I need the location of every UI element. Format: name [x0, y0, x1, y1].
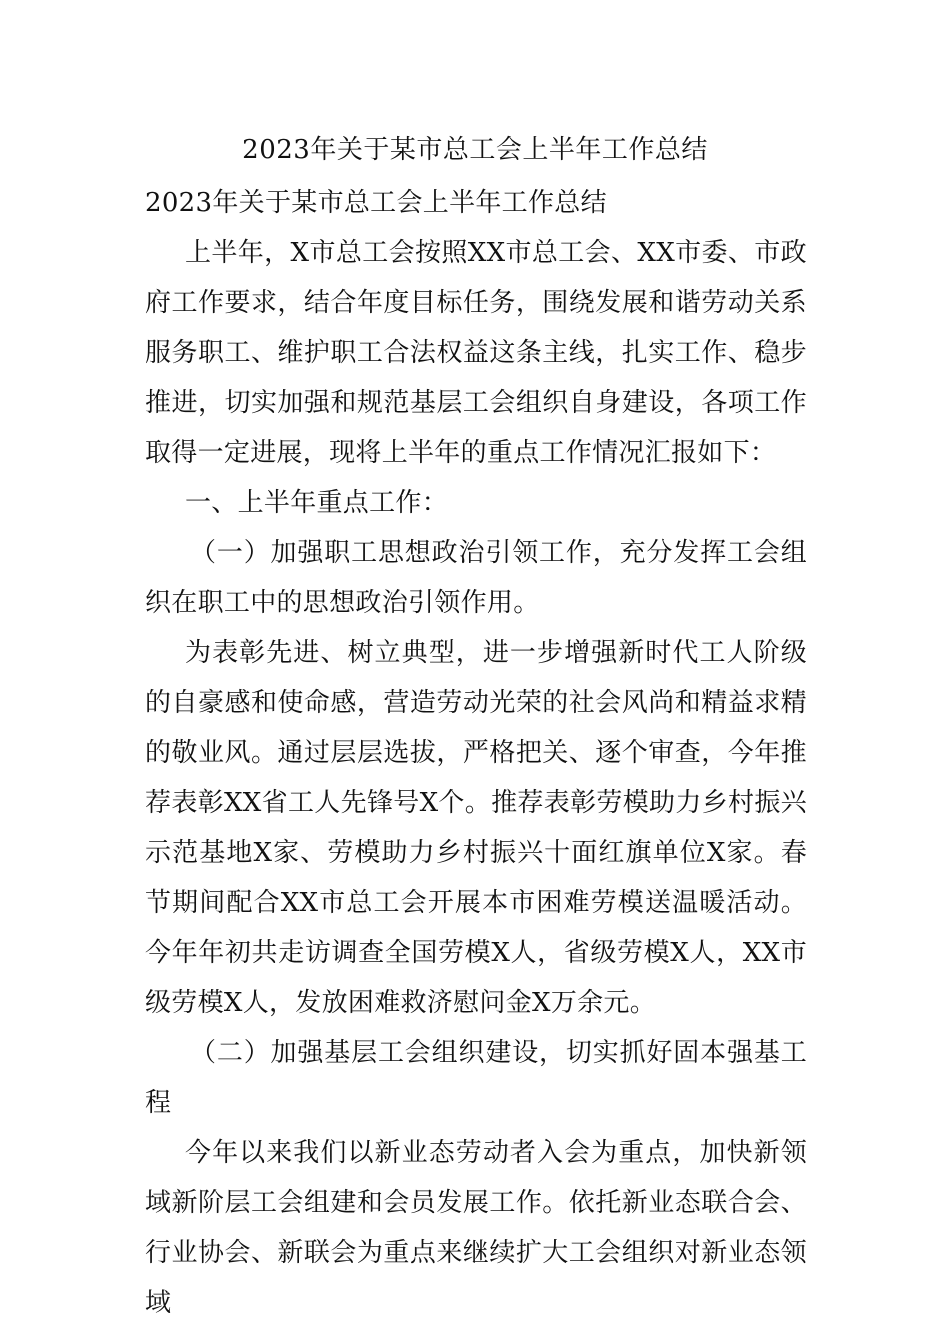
body-paragraph-1: 为表彰先进、树立典型，进一步增强新时代工人阶级的自豪感和使命感，营造劳动光荣的社会风尚和精益求精的敬业风。通过层层选拔，严格把关、逐个审查，今年推荐表彰XX省工人先锋号X个。推荐表彰劳模助力乡村振兴示范基地X家、劳模助力乡村振兴十面红旗单位X家。春节期间配合XX市总工会开展本市困难劳模送温暖活动。今年年初共走访调查全国劳模X人，省级劳模X人，XX市级劳模X人，发放困难救济慰问金X万余元。	[145, 638, 807, 1018]
subsection-heading-1: （一）加强职工思想政治引领工作，充分发挥工会组织在职工中的思想政治引领作用。	[145, 538, 807, 618]
subsection-heading-2: （二）加强基层工会组织建设，切实抓好固本强基工程	[145, 1038, 807, 1118]
section-heading: 一、上半年重点工作：	[185, 488, 449, 518]
body-paragraph-2: 今年以来我们以新业态劳动者入会为重点，加快新领域新阶层工会组建和会员发展工作。依托新业态联合会、行业协会、新联会为重点来继续扩大工会组织对新业态领域	[145, 1138, 807, 1318]
intro-paragraph: 上半年，X市总工会按照XX市总工会、XX市委、市政府工作要求，结合年度目标任务，围绕发展和谐劳动关系服务职工、维护职工合法权益这条主线，扎实工作、稳步推进，切实加强和规范基层工会组织自身建设，各项工作取得一定进展，现将上半年的重点工作情况汇报如下：	[145, 238, 807, 468]
subtitle-paragraph: 2023年关于某市总工会上半年工作总结	[145, 188, 607, 218]
document-title: 2023年关于某市总工会上半年工作总结	[242, 135, 708, 165]
document-body	[145, 178, 807, 1328]
